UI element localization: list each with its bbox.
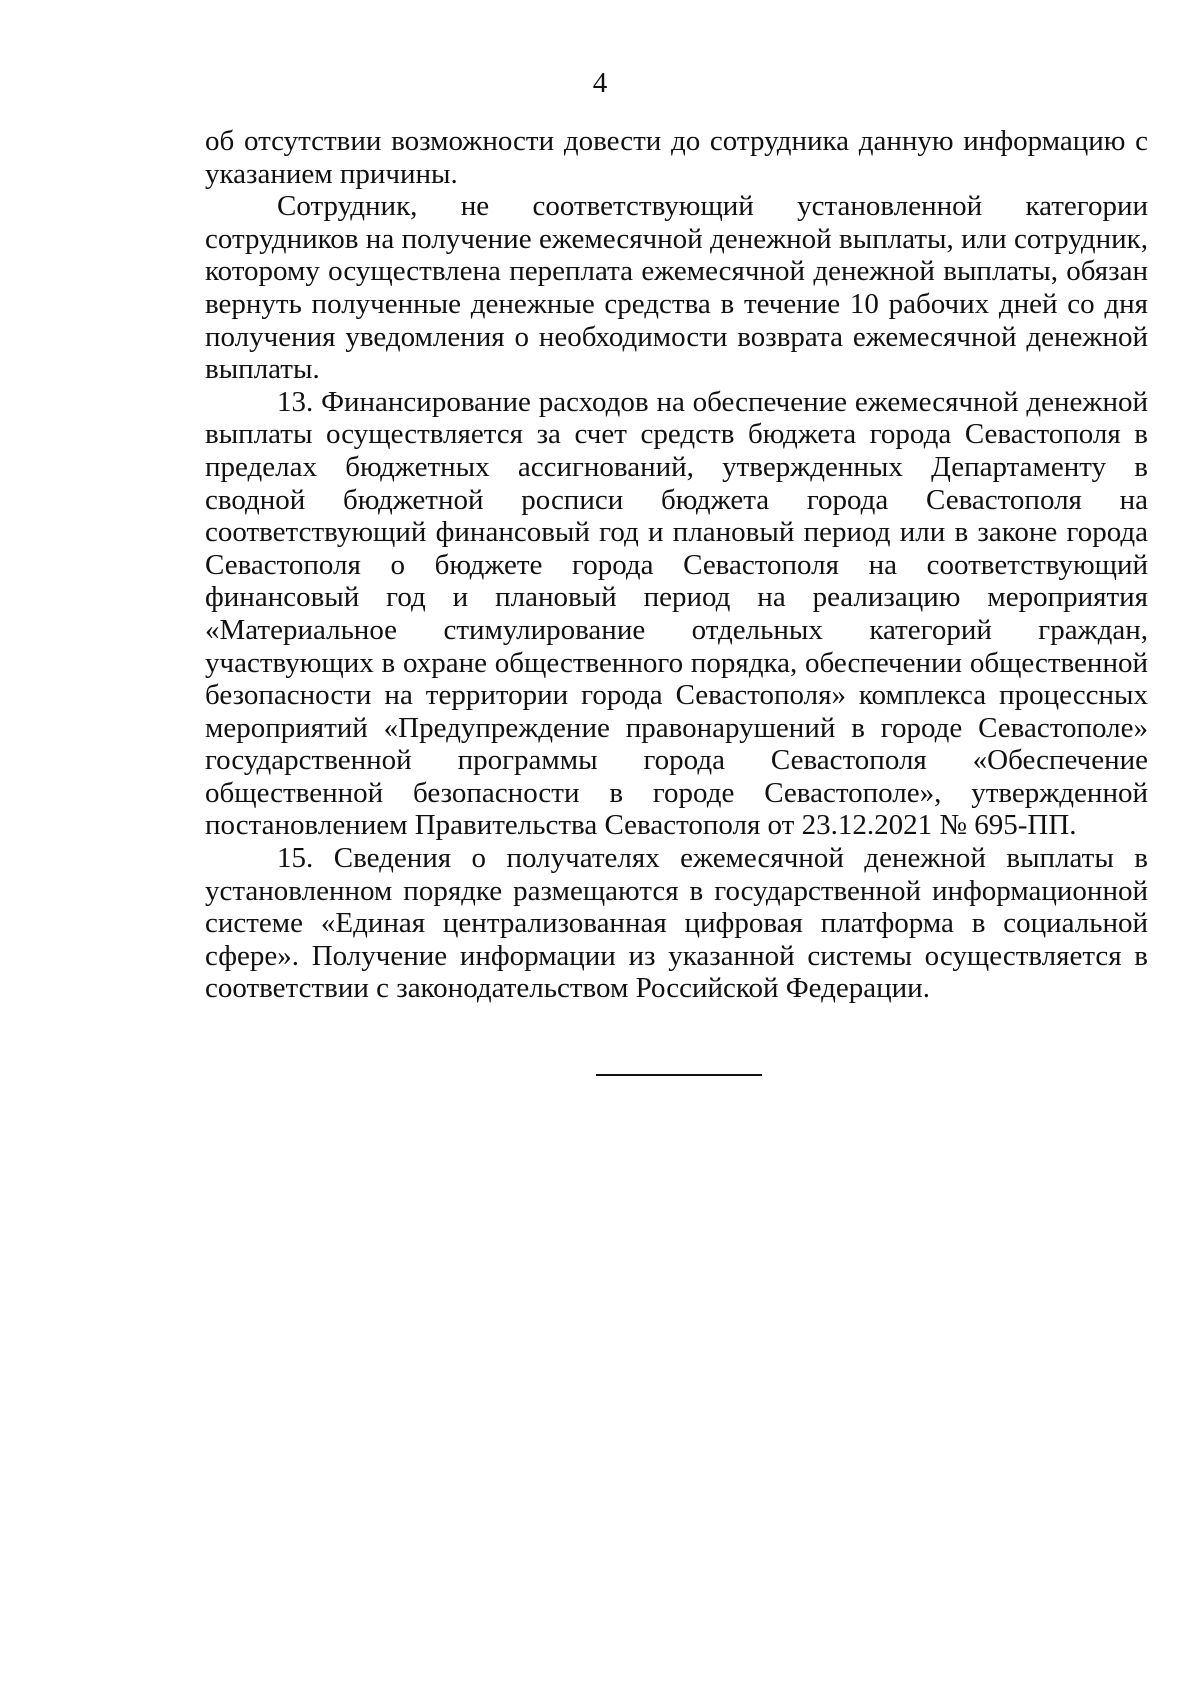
paragraph-refund-obligation: Сотрудник, не соответствующий установленной категории сотрудников на получение ежемесячной денежной выплаты, или сотрудник, которому осуществлена переплата ежемесячной денежной выплаты, обязан вернуть полученные денежные средства в течение 10 рабочих дней со дня получения уведомления о необходимости возврата ежемесячной денежной выплаты.: [205, 190, 1148, 386]
paragraph-item-15-recipients: 15. Сведения о получателях ежемесячной денежной выплаты в установленном порядке размещаются в государственной информационной системе «Единая централизованная цифровая платформа в социальной сфере». Получение информации из указанной системы осуществляется в соответствии с законодательством Российской Федерации.: [205, 842, 1148, 1005]
paragraph-continuation: об отсутствии возможности довести до сотрудника данную информацию с указанием причины.: [205, 125, 1148, 190]
end-of-document-rule: [596, 1074, 762, 1076]
document-body: [205, 125, 1148, 1005]
paragraph-item-13-financing: 13. Финансирование расходов на обеспечение ежемесячной денежной выплаты осуществляется за счет средств бюджета города Севастополя в пределах бюджетных ассигнований, утвержденных Департаменту в сводной бюджетной росписи бюджета города Севастополя на соответствующий финансовый год и плановый период или в законе города Севастополя о бюджете города Севастополя на соответствующий финансовый год и плановый период на реализацию мероприятия «Материальное стимулирование отдельных категорий граждан, участвующих в охране общественного порядка, обеспечении общественной безопасности на территории города Севастополя» комплекса процессных мероприятий «Предупреждение правонарушений в городе Севастополе» государственной программы города Севастополя «Обеспечение общественной безопасности в городе Севастополе», утвержденной постановлением Правительства Севастополя от 23.12.2021 № 695-ПП.: [205, 385, 1148, 842]
page-number: 4: [592, 67, 608, 99]
